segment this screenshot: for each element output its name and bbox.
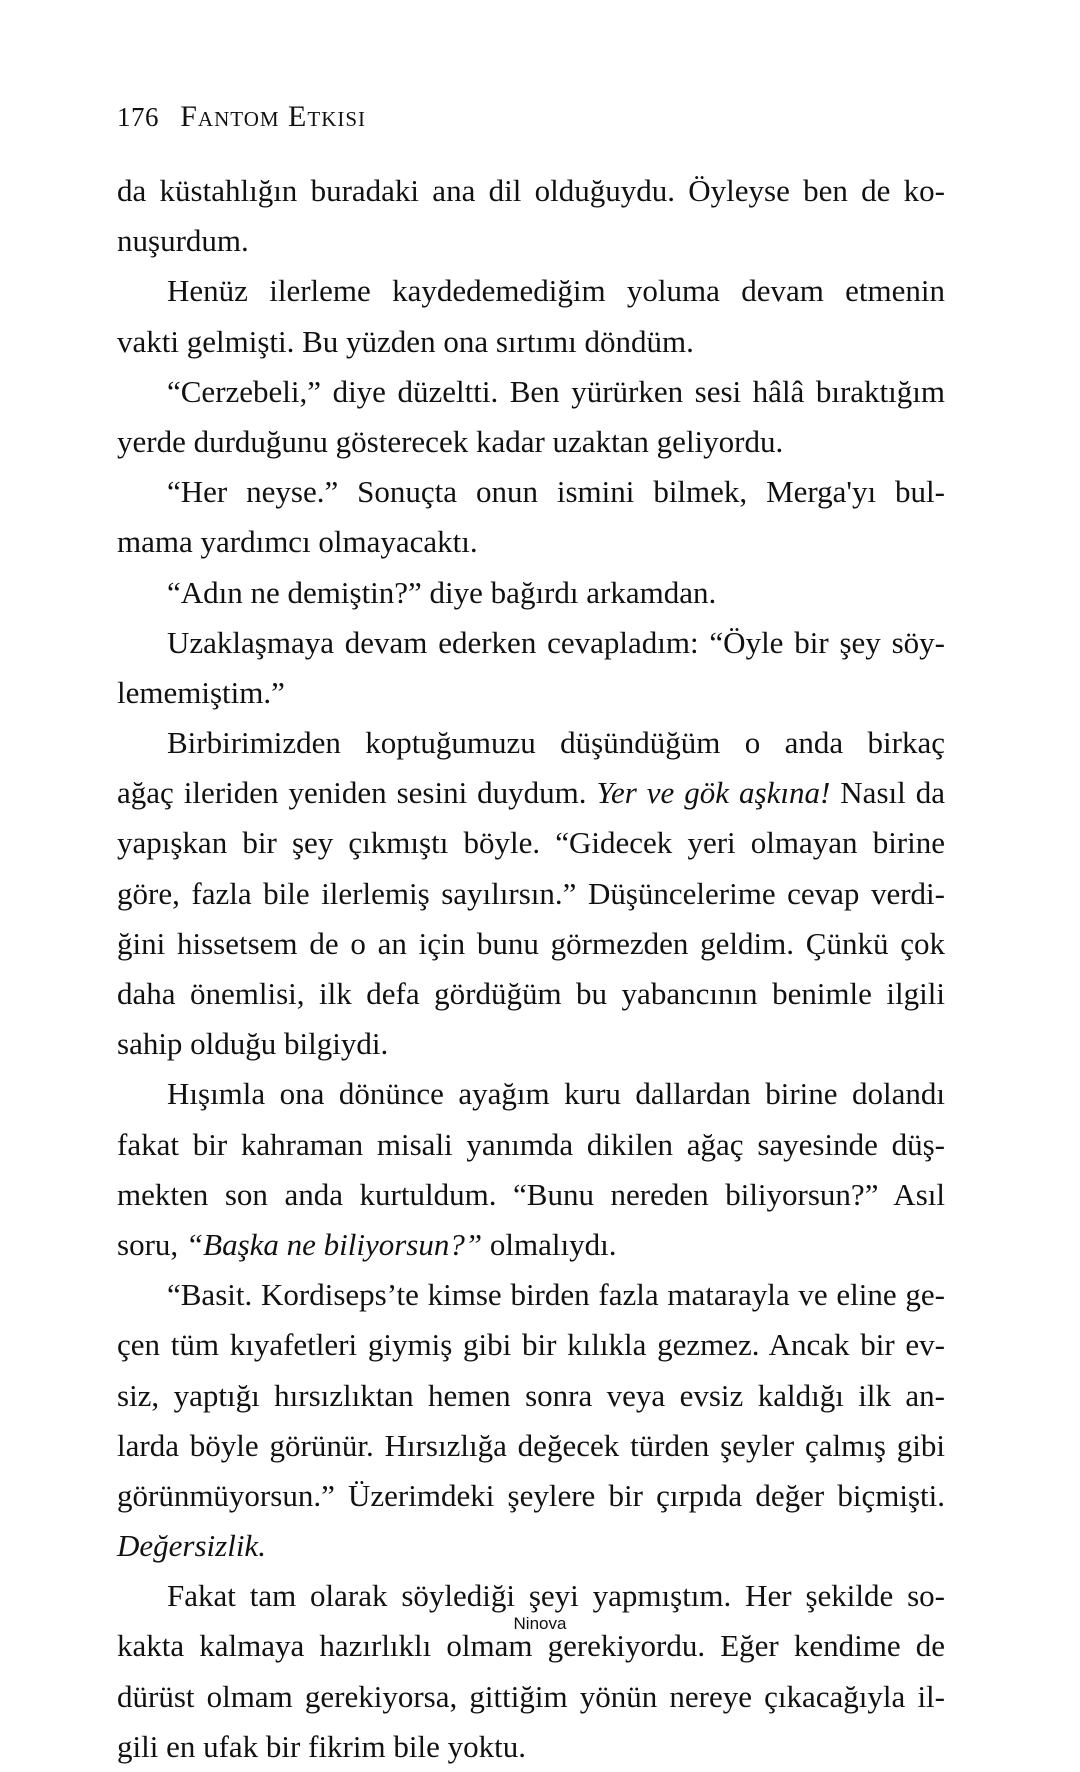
text-line xyxy=(117,1220,945,1270)
line-text-pre: ağaç ileriden yeniden sesini duydum. xyxy=(117,775,597,811)
text-line: Henüz ilerleme kaydedemediğim yoluma devam etmenin xyxy=(167,273,945,309)
italic-phrase: Yer ve gök aşkına! xyxy=(596,775,831,811)
text-line: Uzaklaşmaya devam ederken cevapladım: “Öyle bir şey söy- xyxy=(167,624,945,660)
italic-phrase: Değersizlik. xyxy=(117,1528,266,1564)
page-number: 176 xyxy=(117,102,159,132)
text-line: dürüst olmam gerekiyorsa, gittiğim yönün nereye çıkacağıyla il- xyxy=(117,1678,945,1714)
text-line: lememiştim.” xyxy=(117,674,285,710)
text-line: sahip olduğu bilgiydi. xyxy=(117,1026,389,1062)
line-text-pre: soru, xyxy=(117,1226,186,1262)
book-title: Fantom Etkisi xyxy=(180,100,367,133)
text-line: fakat bir kahraman misali yanımda dikilen ağaç sayesinde düş- xyxy=(117,1126,945,1162)
text-line: kakta kalmaya hazırlıklı olmam gerekiyordu. Eğer kendime de xyxy=(117,1628,945,1664)
body-text xyxy=(117,166,945,1772)
line-text-post: Nasıl da xyxy=(830,775,945,811)
italic-phrase: “Başka ne biliyorsun?” xyxy=(185,1226,483,1262)
text-line: Birbirimizden koptuğumuzu düşündüğüm o anda birkaç xyxy=(167,725,945,761)
text-line: “Basit. Kordiseps’te kimse birden fazla matarayla ve eline ge- xyxy=(167,1277,945,1313)
text-line: larda böyle görünür. Hırsızlığa değecek türden şeyler çalmış gibi xyxy=(117,1427,945,1463)
line-text-post: olmalıydı. xyxy=(482,1226,617,1262)
text-line: ğini hissetsem de o an için bunu görmezden geldim. Çünkü çok xyxy=(117,925,945,961)
text-line xyxy=(117,1521,945,1571)
text-line: çen tüm kıyafetleri giymiş gibi bir kılıkla gezmez. Ancak bir ev- xyxy=(117,1327,945,1363)
text-line: Fakat tam olarak söylediği şeyi yapmıştım. Her şekilde so- xyxy=(167,1578,945,1614)
text-line xyxy=(117,768,945,818)
text-line: “Her neyse.” Sonuçta onun ismini bilmek, Merga'yı bul- xyxy=(167,474,945,510)
text-line: yerde durduğunu gösterecek kadar uzaktan geliyordu. xyxy=(117,423,784,459)
text-line: siz, yaptığı hırsızlıktan hemen sonra veya evsiz kaldığı ilk an- xyxy=(117,1377,945,1413)
text-line: gili en ufak bir fikrim bile yoktu. xyxy=(117,1728,526,1764)
text-line: nuşurdum. xyxy=(117,223,249,259)
text-line: Hışımla ona dönünce ayağım kuru dallardan birine dolandı xyxy=(167,1076,945,1112)
running-head xyxy=(117,100,366,134)
publisher-footer: Ninova xyxy=(513,1614,567,1633)
text-line: daha önemlisi, ilk defa gördüğüm bu yabancının benimle ilgili xyxy=(117,976,945,1011)
text-line: vakti gelmişti. Bu yüzden ona sırtımı döndüm. xyxy=(117,323,694,359)
text-line: mekten son anda kurtuldum. “Bunu nereden biliyorsun?” Asıl xyxy=(117,1176,945,1212)
text-line: da küstahlığın buradaki ana dil olduğuydu. Öyleyse ben de ko- xyxy=(117,173,945,208)
text-line: “Adın ne demiştin?” diye bağırdı arkamdan. xyxy=(167,574,717,610)
text-line: “Cerzebeli,” diye düzeltti. Ben yürürken sesi hâlâ bıraktığım xyxy=(167,373,945,409)
text-line: mama yardımcı olmayacaktı. xyxy=(117,524,478,560)
text-line: göre, fazla bile ilerlemiş sayılırsın.” Düşüncelerime cevap verdi- xyxy=(117,875,945,911)
text-line: görünmüyorsun.” Üzerimdeki şeylere bir çırpıda değer biçmişti. xyxy=(117,1477,945,1513)
text-line: yapışkan bir şey çıkmıştı böyle. “Gidecek yeri olmayan birine xyxy=(117,825,945,861)
